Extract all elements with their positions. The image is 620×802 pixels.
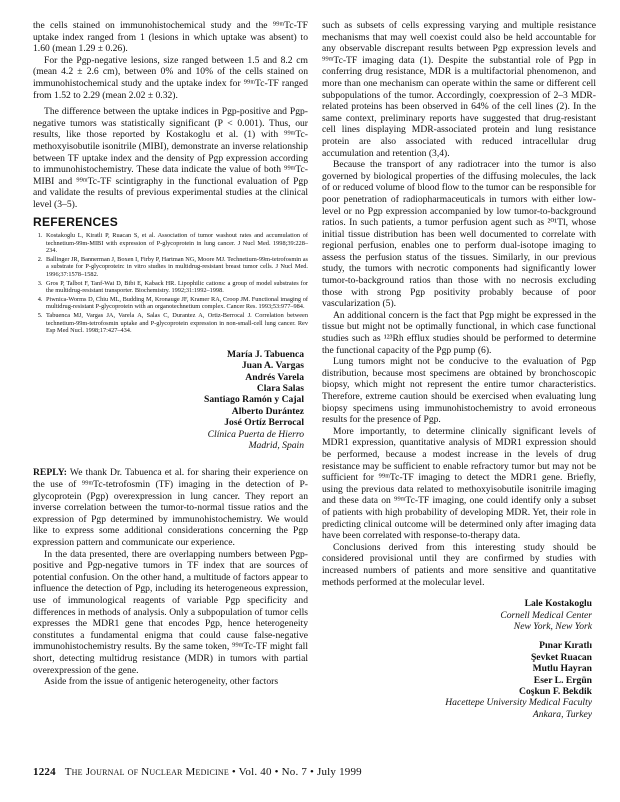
signature-block <box>322 598 592 632</box>
reference-item: 3. Gros P, Talbot F, Tanf-Wai D, Bibi E, Kaback HR. Lipophilic cations: a group of model substrates for the multidrug-resistant transporter. Biochemistry. 1992;31:1992–1998. <box>44 280 308 295</box>
author-affiliation: Clínica Puerta de Hierro <box>207 428 304 440</box>
body-paragraph: An additional concern is the fact that Pgp might be expressed in the tissue but might not be optimally functional, in which case functional studies such as ¹²³Rh efflux studies should be performed to determine the functional capacity of the Pgp pump (6). <box>322 309 596 356</box>
reply-label: REPLY: <box>33 467 67 479</box>
author-location: Madrid, Spain <box>248 440 304 452</box>
author-name: Coşkun F. Bekdik <box>519 685 592 697</box>
author-location: New York, New York <box>513 620 592 632</box>
body-paragraph: The difference between the uptake indices in Pgp-positive and Pgp-negative tumors was statistically significant (P < 0.001). Thus, our results, like those reported by Kostakoglu et al. (1) with ⁹⁹ᵐTc-methoxyisobutile isonitrile (MIBI), demonstrate an inverse relationship between TF uptake index and the density of Pgp expression according to immunohistochemistry. These data indicate the value of both ⁹⁹ᵐTc-MIBI and ⁹⁹ᵐTc-TF scintigraphy in the functional evaluation of Pgp and validate the results of previous experimental studies at the clinical level (3–5). <box>33 106 308 210</box>
author-affiliation: Cornell Medical Center <box>500 609 592 621</box>
page-number: 1224 <box>33 766 56 778</box>
issue-info: • Vol. 40 • No. 7 • July 1999 <box>231 766 362 778</box>
reference-item: 2. Ballinger JR, Bannerman J, Boxen I, Firby P, Hartman NG, Moore MJ. Technetium-99m-tetrofosmin as a substrate for P-glycoprotein: in vitro studies in multidrug-resistant breast tumor cells. J Nucl Med. 1996;37:1578–1582. <box>44 256 308 279</box>
author-name: Pınar Kıratlı <box>539 640 592 652</box>
body-paragraph: the cells stained on immunohistochemical study and the ⁹⁹ᵐTc-TF uptake index ranged from 1 (lesions in which uptake was absent) to 1.60 (mean 1.29 ± 0.26). <box>33 20 308 55</box>
body-paragraph: For the Pgp-negative lesions, size ranged between 1.5 and 8.2 cm (mean 4.2 ± 2.6 cm), between 0% and 10% of the cells stained on immunohistochemical study and the uptake index for ⁹⁹ᵐTc-TF ranged from 1.52 to 2.29 (mean 2.02 ± 0.32). <box>33 54 308 101</box>
author-affiliation: Hacettepe University Medical Faculty <box>445 697 592 709</box>
page-footer <box>33 766 593 778</box>
author-name: María J. Tabuenca <box>226 348 304 360</box>
author-name: Alberto Durántez <box>231 405 304 417</box>
body-paragraph: In the data presented, there are overlapping numbers between Pgp-positive and Pgp-negative tumors in TF index that are sources of potential confusion. On the other hand, a multitude of factors appear to influence the detection of Pgp, including its heterogeneous expression, use of immunological reagents of variable Pgp specificity and differences in methods of analysis. Only a subpopulation of tumor cells expresses the MDR1 gene that encodes Pgp, hence heterogeneity constitutes a fundamental enigma that could cause false-negative immunohistochemistry results. By the same token, ⁹⁹ᵐTc-TF might fall short, detecting multidrug resistance (MDR) in tumors with partial overexpression of the gene. <box>33 548 308 676</box>
reference-item: 5. Tabuenca MJ, Vargas JA, Varela A, Salas C, Durantez A, Ortiz-Berrocal J. Correlation between technetium-99m-tetrofosmin uptake and P-glycoprotein expression in non-small-cell lung cancer. Rev Esp Med Nucl. 1998;17:427–434. <box>44 312 308 335</box>
reference-item: 4. Piwnica-Worms D, Chiu ML, Budding M, Kronauge JF, Kramer RA, Croop JM. Functional imaging of multidrug-resistant P-glycoprotein with an organotechnetium complex. Cancer Res. 1993;53:977–984. <box>44 296 308 311</box>
author-name: Santiago Ramón y Cajal <box>204 394 304 406</box>
signature-block <box>322 640 592 720</box>
reference-item: 1. Kostakoglu L, Kiratli P, Ruacan S, et al. Association of tumor washout rates and accumulation of technetium-99m-MIBI with expression of P-glycoprotein in lung cancer. J Nucl Med. 1998;39:228–234. <box>44 232 308 255</box>
author-location: Ankara, Turkey <box>532 708 592 720</box>
signature-block <box>33 349 304 452</box>
author-name: Clara Salas <box>256 383 304 395</box>
author-name: Juan A. Vargas <box>241 360 304 372</box>
reply-paragraph <box>33 467 308 548</box>
journal-name: The Journal of Nuclear Medicine <box>64 766 229 778</box>
body-paragraph: Lung tumors might not be conducive to the evaluation of Pgp distribution, because most specimens are obtained by bronchoscopic biopsy, which might not represent the entire tumor characteristics. Therefore, extreme caution should be exercised when evaluating lung biopsy specimens using immunohistochemistry to avoid erroneous results for the presence of Pgp. <box>322 356 596 426</box>
author-name: Eser L. Ergün <box>533 674 592 686</box>
body-paragraph: Conclusions derived from this interesting study should be considered provisional until they are confirmed by studies with increased numbers of patients and more sensitive and quantitative methods performed at the molecular level. <box>322 541 596 588</box>
body-paragraph: such as subsets of cells expressing varying and multiple resistance mechanisms that may well coexist could also be held accountable for any observable discrepant results between Pgp expression levels and ⁹⁹ᵐTc-TF imaging data (1). Despite the substantial role of Pgp in conferring drug resistance, MDR is a multifactorial phenomenon, and more than one mechanism can operate within the same or different cell subpopulations of the tumor. Accordingly, coexpression of 2–3 MDR-related proteins has been observed in 64% of the cell lines (2). In the same context, preliminary reports have suggested that drug-resistant cell lines displaying MDR-associated protein and lung resistance protein are also associated with reduced intracellular drug accumulation and retention (3,4). <box>322 20 596 159</box>
author-name: José Ortíz Berrocal <box>224 417 304 429</box>
reference-list <box>33 232 308 335</box>
body-paragraph: More importantly, to determine clinically significant levels of MDR1 expression, quantitative analysis of MDR1 expression should be performed, because a modest increase in the levels of drug resistance may be sufficient to enable refractory tumor but may not be sufficient for ⁹⁹ᵐTc-TF imaging to detect the MDR1 gene. Briefly, using the previous data related to methoxyisobutile isonitrile imaging and these data on ⁹⁹ᵐTc-TF imaging, one could identify only a subset of patients with high probability of developing MDR. Yet, their role in predicting clinical outcome will be determined only after imaging data have been correlated with response-to-therapy data. <box>322 425 596 542</box>
author-name: Şevket Ruacan <box>530 651 592 663</box>
body-paragraph: Aside from the issue of antigenic heterogeneity, other factors <box>44 676 279 688</box>
author-name: Mutlu Hayran <box>532 663 592 675</box>
left-column <box>33 20 308 688</box>
body-paragraph: Because the transport of any radiotracer into the tumor is also governed by biological properties of the diffusing molecules, the lack of or reduced volume of blood flow to the tumor can be responsible for poor penetration of radiopharmaceuticals in tumors with either low-level or no Pgp expression accompanied by low tumor-to-background ratios. In such patients, a tumor perfusion agent such as ²⁰¹Tl, whose initial tissue distribution has been well documented to correlate with regional perfusion, enables one to perform dual-isotope imaging to assess the perfusion status of the tissues. Similarly, in our previous study, the tumors with necrotic components had significantly lower tumor-to-background ratios than those with no necrosis excluding those with strong Pgp positivity probably because of poor vascularization (5). <box>322 159 596 310</box>
author-name: Andrés Varela <box>245 371 304 383</box>
author-name: Lale Kostakoglu <box>524 598 592 610</box>
right-column <box>322 20 596 720</box>
reply-text: We thank Dr. Tabuenca et al. for sharing their experience on the use of ⁹⁹ᵐTc-tetrofosmin (TF) imaging in the detection of P-glycoprotein (Pgp) overexpression in lung cancer. They report an inverse correlation between the tumor-to-normal tissue ratios and the expression of Pgp determined by immunohistochemistry. We would like to express some additional considerations concerning the Pgp expression pattern and communicate our experience. <box>33 467 308 549</box>
references-heading: REFERENCES <box>33 214 119 229</box>
